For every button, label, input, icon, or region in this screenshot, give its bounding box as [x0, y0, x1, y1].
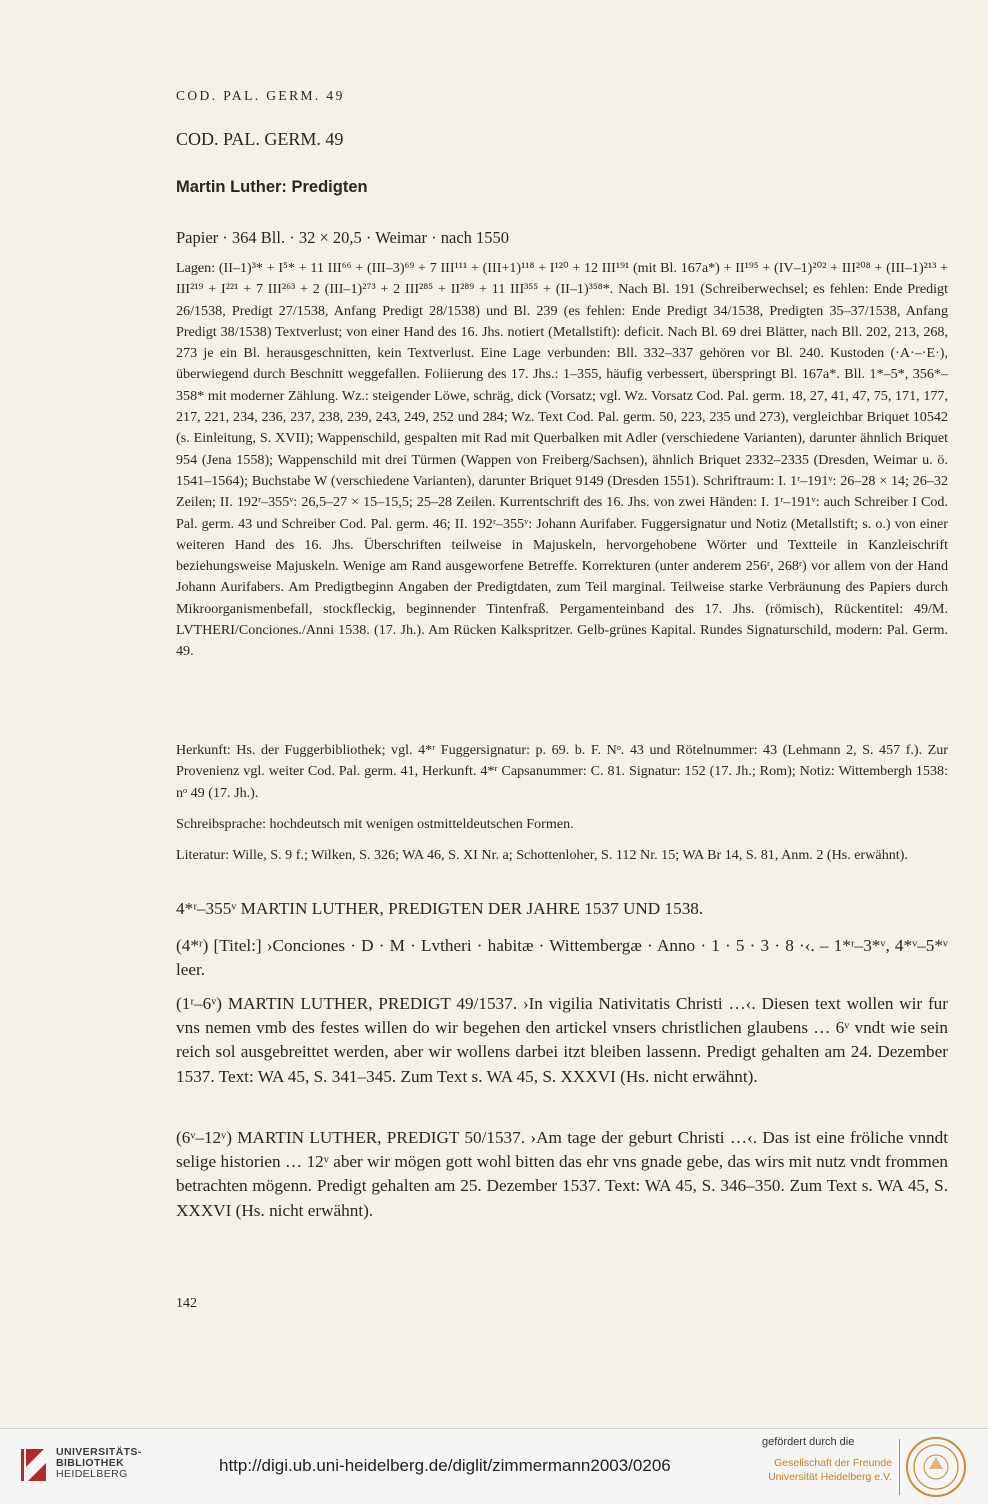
physical-description: Papier · 364 Bll. · 32 × 20,5 · Weimar · nach 1550: [176, 228, 510, 247]
entry-main-heading: 4*ʳ–355ᵛ MARTIN LUTHER, PREDIGTEN DER JAHRE 1537 UND 1538.: [176, 899, 704, 918]
page-number: 142: [176, 1296, 197, 1311]
sponsor-line2: Universität Heidelberg e.V.: [768, 1471, 892, 1483]
author-title: Martin Luther: Predigten: [176, 178, 368, 196]
entry-titel: (4*ʳ) [Titel:] ›Conciones · D · M · Lvtheri · habitæ · Wittembergæ · Anno · 1 · 5 · 3 · 8 ·‹. – 1*ʳ–3*ᵛ, 4*ᵛ–5*ᵛ leer.: [176, 936, 948, 980]
lagen-paragraph: Lagen: (II–1)³* + I⁵* + 11 III⁶⁶ + (III–3)⁶⁹ + 7 III¹¹¹ + (III+1)¹¹⁸ + I¹²⁰ + 12 III¹⁹¹ (mit Bl. 167a*) + II¹⁹⁵ + (IV–1)²⁰² + III²⁰⁸ + (III–1)²¹³ + III²¹⁹ + I²²¹ + 7 III²⁶³ + 2 (III–1)²⁷³ + 2 III²⁸⁵ + II²⁸⁹ + 11 III³⁵⁵ + (II–1)³⁵⁸*. Nach Bl. 191 (Schreiberwechsel; es fehlen: Ende Predigt 26/1538, Predigt 27/1538, Anfang Predigt 28/1538) und Bl. 239 (es fehlen: Ende Predigt 34/1538, Predigten 35–37/1538, Anfang Predigt 38/1538) Textverlust; von einer Hand des 16. Jhs. notiert (Metallstift): deficit. Nach Bl. 69 drei Blätter, nach Bll. 202, 213, 268, 273 je ein Bl. herausgeschnitten, kein Textverlust. Eine Lage verbunden: Bll. 332–337 gehören vor Bl. 240. Kustoden (·A·–·E·), überwiegend durch Beschnitt weggefallen. Foliierung des 17. Jhs.: 1–355, häufig verbessert, überspringt Bl. 167a*. Bll. 1*–5*, 356*–358* mit moderner Zählung. Wz.: steigender Löwe, schräg, dick (Vorsatz; vgl. Wz. Vorsatz Cod. Pal. germ. 18, 27, 41, 47, 75, 171, 177, 217, 221, 234, 236, 237, 238, 239, 243, 249, 252 und 284; Wz. Text Cod. Pal. germ. 50, 223, 235 und 273), vergleichbar Briquet 10542 (s. Einleitung, S. XVII); Wappenschild, gespalten mit Rad mit Querbalken mit Adler (verschiedene Varianten), darunter ähnlich Briquet 954 (Jena 1558); Wappenschild mit drei Türmen (Wappen von Freiberg/Sachsen), ähnlich Briquet 2332–2335 (Dresden, Weimar u. ö. 1541–1564); Buchstabe W (verschiedene Varianten), darunter Briquet 9149 (Dresden 1551). Schriftraum: I. 1ʳ–191ᵛ: 26–28 × 14; 26–32 Zeilen; II. 192ʳ–355ᵛ: 26,5–27 × 15–15,5; 25–28 Zeilen. Kurrentschrift des 16. Jhs. von zwei Händen: I. 1ʳ–191ᵛ: auch Schreiber I Cod. Pal. germ. 43 und Schreiber Cod. Pal. germ. 46; II. 192ʳ–355ᵛ: Johann Aurifaber. Fuggersignatur und Notiz (Metallstift; s. o.) von einer weiteren Hand des 16. Jhs. Überschriften teilweise in Majuskeln, hervorgehobene Wörter und Textteile in Kanzleischrift beziehungsweise Majuskeln. Wenige am Rand ausgeworfene Betreffe. Korrekturen (unter anderem 256ʳ, 268ʳ) vor allem von der Hand Johann Aurifabers. Am Predigtbeginn Angaben der Predigtdaten, zum Teil marginal. Teilweise starke Verbräunung des Papiers durch Mikroorganismenbefall, stockfleckig, beginnender Tintenfraß. Pergamenteinband des 17. Jhs. (römisch), Rückentitel: 49/M. LVTHERI/Conciones./Anni 1538. (17. Jh.). Am Rücken Kalkspritzer. Gelb-grünes Kapital. Rundes Signaturschild, modern: Pal. Germ. 49.: [176, 260, 948, 660]
sponsor-line1: Gesellschaft der Freunde: [774, 1457, 892, 1469]
permalink-url[interactable]: http://digi.ub.uni-heidelberg.de/diglit/zimmermann2003/0206: [219, 1456, 671, 1475]
library-name-line2: BIBLIOTHEK: [56, 1457, 125, 1469]
library-name-line1: UNIVERSITÄTS-: [56, 1446, 142, 1458]
herkunft-paragraph: Herkunft: Hs. der Fuggerbibliothek; vgl. 4*ʳ Fuggersignatur: p. 69. b. F. Nᵒ. 43 und Rötelnummer: 43 (Lehmann 2, S. 457 f.). Zur Provenienz vgl. weiter Cod. Pal. germ. 41, Herkunft. 4*ʳ Capsanummer: C. 81. Signatur: 152 (17. Jh.; Rom); Notiz: Wittembergh 1538: nᵒ 49 (17. Jh.).: [176, 742, 948, 801]
page-title: COD. PAL. GERM. 49: [176, 129, 344, 149]
entry-predigt-49: (1ʳ–6ᵛ) MARTIN LUTHER, PREDIGT 49/1537. ›In vigilia Nativitatis Christi …‹. Diesen text wollen wir fur vns nemen vmb des festes willen do wir begehen den artickel vnsers christlichen glaubens … 6ᵛ vndt wie sein reich sol ausgebreittet werden, aber wir wollens darbei itzt bleiben lassenn. Predigt gehalten am 24. Dezember 1537. Text: WA 45, S. 341–345. Zum Text s. WA 45, S. XXXVI (Hs. nicht erwähnt).: [176, 994, 948, 1086]
library-name-line3: HEIDELBERG: [56, 1468, 128, 1480]
sponsor-label: gefördert durch die: [762, 1436, 855, 1448]
schreibsprache-paragraph: Schreibsprache: hochdeutsch mit wenigen ostmitteldeutschen Formen.: [176, 816, 574, 832]
entry-predigt-50: (6ᵛ–12ᵛ) MARTIN LUTHER, PREDIGT 50/1537. ›Am tage der geburt Christi …‹. Das ist eine fröliche vnndt selige historien … 12ᵛ aber wir mögen gott wohl bitten das ehr vns gnade gebe, das wirs mit nutz vndt frommen betrachten mögenn. Predigt gehalten am 25. Dezember 1537. Text: WA 45, S. 346–350. Zum Text s. WA 45, S. XXXVI (Hs. nicht erwähnt).: [176, 1128, 948, 1220]
sponsor-name: [760, 1456, 892, 1484]
library-name: [56, 1447, 142, 1480]
literatur-paragraph: Literatur: Wille, S. 9 f.; Wilken, S. 326; WA 46, S. XI Nr. a; Schottenloher, S. 112 Nr. 15; WA Br 14, S. 81, Anm. 2 (Hs. erwähnt).: [176, 847, 908, 863]
society-seal-icon: [904, 1435, 968, 1499]
footer-bar: [0, 1428, 988, 1504]
university-library-logo-icon: [18, 1445, 50, 1485]
running-head: COD. PAL. GERM. 49: [176, 88, 345, 103]
footer-divider: [899, 1439, 900, 1495]
